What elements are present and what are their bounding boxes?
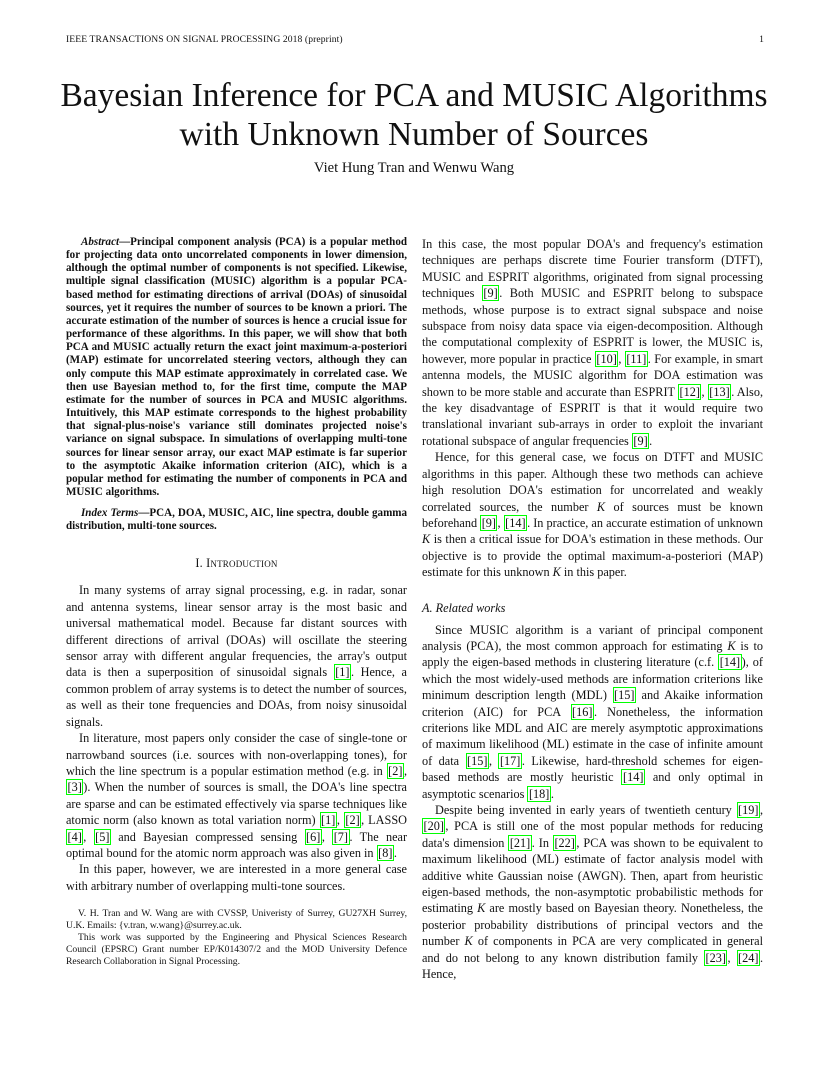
citation-link[interactable]: [18] xyxy=(528,786,550,801)
index-terms-text: —PCA, DOA, MUSIC, AIC, line spectra, double gamma distribution, multi-tone sources. xyxy=(66,507,408,533)
citation-link[interactable]: [11] xyxy=(626,351,647,366)
citation-link[interactable]: [24] xyxy=(738,950,759,965)
text-run: . For example, in smart antenna models, the MUSIC algorithm for DOA estimation was shown to be more stable and accurate than ESPRIT xyxy=(422,351,763,399)
text-run: Since MUSIC algorithm is a variant of principal component analysis (PCA), the most common approach for estimating xyxy=(422,622,763,653)
section-numeral: I. xyxy=(195,556,203,571)
section-title: Introduction xyxy=(206,556,278,571)
citation-link[interactable]: [17] xyxy=(499,753,521,768)
intro-paragraph-2 xyxy=(66,730,407,861)
citation-link[interactable]: [9] xyxy=(481,515,496,530)
index-terms xyxy=(66,507,407,533)
text-run: of components in PCA are very complicated in general and do not belong to any known distribution family xyxy=(422,934,763,965)
citation-link[interactable]: [4] xyxy=(67,829,82,844)
text-run: , xyxy=(336,813,344,828)
text-run: In this case, the most popular DOA's and frequency's estimation techniques are perhaps discrete time Fourier transform (DTFT), MUSIC and ESPRIT algorithms, originated from signal processing techniques xyxy=(422,237,763,301)
citation-link[interactable]: [22] xyxy=(554,835,575,850)
text-run: . xyxy=(393,845,397,860)
text-run: . Both MUSIC and ESPRIT belong to subspace methods, whose purpose is to extract signal subspace and noise subspace from noisy data space via eigen-decomposition. Although the computational complexity of ESPRIT is lower, the MUSIC is, however, more popular in practice xyxy=(422,286,763,366)
text-run: ), of which the most widely-used methods are information criterions like minimum description length (MDL) xyxy=(422,655,763,703)
citation-link[interactable]: [8] xyxy=(378,845,393,860)
citation-link[interactable]: [13] xyxy=(709,384,730,399)
footnote-affiliation: V. H. Tran and W. Wang are with CVSSP, Univeristy of Surrey, GU27XH Surrey, U.K. Emails: {v.tran, w.wang}@surrey.ac.uk. xyxy=(66,908,407,932)
citation-link[interactable]: [1] xyxy=(321,813,336,828)
text-run: Hence, for this general case, we focus on DTFT and MUSIC algorithms in this paper. Although these two methods can achieve high resolution DOA's estimation for uncorrelated and weakly correlated sources, the number xyxy=(422,450,763,514)
section-heading-introduction xyxy=(66,556,407,571)
citation-link[interactable]: [15] xyxy=(614,688,635,703)
right-paragraph-1 xyxy=(422,236,763,449)
text-run: , xyxy=(83,829,94,844)
text-run: . In xyxy=(531,835,553,850)
text-run: of sources must be known beforehand xyxy=(422,499,763,530)
authors: Viet Hung Tran and Wenwu Wang xyxy=(313,160,515,176)
right-paragraph-2 xyxy=(422,449,763,580)
text-run: . xyxy=(550,786,554,801)
citation-link[interactable]: [10] xyxy=(596,351,617,366)
abstract xyxy=(66,236,407,499)
citation-link[interactable]: [5] xyxy=(95,829,110,844)
page-number: 1 xyxy=(759,34,764,45)
text-run: . xyxy=(649,433,653,448)
abstract-text: —Principal component analysis (PCA) is a popular method for projecting data onto uncorrelated components in lower dimension, although the optimal number of components is not specified. Likewise, multiple signal classification (MUSIC) algorithm is a popular PCA-based method for estimating directions of arrival (DOAs) of sinusoidal sources, yet it requires the number of sources to be known a priori. The accurate estimation of the number of sources is hence a crucial issue for performance of these algorithms. In this paper, we will show that both PCA and MUSIC actually return the exact joint maximum-a-posteriori (MAP) estimate for uncorrelated steering vectors, although they can only compute this MAP estimate approximately in correlated case. We then use Bayesian method to, for the first time, compute the MAP estimate for the number of sources in PCA and MUSIC algorithms. Intuitively, this MAP estimate corresponds to the highest probability that signal-plus-noise's variance still dominates projected noise's variance on signal subspace. In simulations of overlapping multi-tone sources for linear sensor array, our exact MAP estimate is far superior to the asymptotic Akaike information criterion (AIC), which is a popular method for estimating the number of components in PCA and MUSIC algorithms. xyxy=(66,236,407,498)
text-run: . Also, the key disadvantage of ESPRIT is that it would require two translational invariant sub-arrays in order to exploit the invariant rotational subspace of angular frequencies xyxy=(422,384,764,448)
text-run: in this paper. xyxy=(560,565,627,580)
index-terms-label: Index Terms xyxy=(81,507,139,520)
text-run: , xyxy=(488,753,499,768)
text-run: and Bayesian compressed sensing xyxy=(110,829,305,844)
text-run: ). When the number of sources is small, the DOA's line spectra are sparse and can be estimated effectively via sparse techniques like atomic norm (also known as total variation norm) xyxy=(66,780,407,828)
intro-paragraph-1 xyxy=(66,582,407,730)
right-paragraph-3 xyxy=(422,622,763,802)
text-run: , xyxy=(618,351,625,366)
text-run: , xyxy=(727,950,737,965)
citation-link[interactable]: [16] xyxy=(572,704,593,719)
math-k: K xyxy=(552,565,561,580)
right-paragraph-4 xyxy=(422,802,763,982)
citation-link[interactable]: [3] xyxy=(67,780,82,795)
citation-link[interactable]: [7] xyxy=(333,829,348,844)
citation-link[interactable]: [14] xyxy=(719,655,741,670)
math-k: K xyxy=(422,532,431,547)
text-run: , PCA was shown to be equivalent to maximum likelihood (ML) estimate of factor analysis model with additive white Gaussian noise (AWGN). Then, apart from heuristic eigen-based methods, the non-asymptotic probabilistic methods for estimating xyxy=(422,835,763,916)
text-run: Despite being invented in early years of twentieth century xyxy=(435,803,737,817)
text-run: , xyxy=(701,384,708,399)
text-run: . In practice, an accurate estimation of unknown xyxy=(527,515,763,530)
subsection-heading-related-works: A. Related works xyxy=(422,600,506,615)
text-run: . Hence, a common problem of array systems is to detect the number of sources, as well as their tone frequencies and DOAs, from noisy sinusoidal signals. xyxy=(66,665,407,729)
citation-link[interactable]: [15] xyxy=(467,753,488,768)
math-k: K xyxy=(477,901,486,916)
title-line-2: with Unknown Number of Sources xyxy=(179,116,649,153)
citation-link[interactable]: [14] xyxy=(505,515,526,530)
text-run: In literature, most papers only consider the case of single-tone or narrowband sources (i.e. sources with non-overlapping tones), for which the line spectrum is a popular estimation method (e.g. in xyxy=(66,731,407,778)
text-run: In many systems of array signal processing, e.g. in radar, sonar and antenna systems, linear sensor array is the most basic and universal mathematical model. Because far distant sources with different directions of arrival (DOAs) will oscillate the steering sensor array with different angular frequencies, the array's output data is then a superposition of sinusoidal signals xyxy=(66,583,407,680)
title-line-1: Bayesian Inference for PCA and MUSIC Algorithms xyxy=(60,77,768,114)
abstract-label: Abstract xyxy=(81,236,120,248)
text-run: , xyxy=(759,803,763,817)
citation-link[interactable]: [19] xyxy=(738,803,759,817)
math-k: K xyxy=(727,638,736,653)
text-run: . Likewise, hard-threshold schemes for eigen-based methods are mostly heuristic xyxy=(422,753,763,785)
text-run: , xyxy=(321,829,333,844)
text-run: . The near optimal bound for the atomic norm approach was also given in xyxy=(66,829,408,860)
intro-paragraph-3: In this paper, however, we are interested in a more general case with arbitrary number of overlapping multi-tone sources. xyxy=(66,862,407,893)
paper-title xyxy=(40,76,788,154)
text-run: . Hence, xyxy=(422,950,763,982)
citation-link[interactable]: [9] xyxy=(483,286,498,301)
citation-link[interactable]: [21] xyxy=(509,835,531,850)
citation-link[interactable]: [2] xyxy=(345,813,360,828)
text-run: are mostly based on Bayesian theory. Nonetheless, the posterior probability distributions of principal vectors and the number xyxy=(422,901,763,949)
text-run: , xyxy=(403,763,407,778)
text-run: , xyxy=(497,515,504,530)
citation-link[interactable]: [23] xyxy=(705,950,726,965)
citation-link[interactable]: [1] xyxy=(335,665,350,680)
text-run: . Nonetheless, the information criterions like MDL and AIC are merely asymptotic approximations of maximum likelihood (ML) estimate in the case of infinite amount of data xyxy=(422,704,764,768)
text-run: , PCA is still one of the most popular methods for reducing data's dimension xyxy=(422,819,763,850)
text-run: is to apply the eigen-based methods in clustering literature (c.f. xyxy=(422,638,763,670)
footnote-funding: This work was supported by the Engineering and Physical Sciences Research Council (EPSRC) Grant number EP/K014307/2 and the MOD University Defence Research Collaboration in Signal Processing. xyxy=(66,931,407,967)
citation-link[interactable]: [6] xyxy=(306,829,321,844)
citation-link[interactable]: [20] xyxy=(423,819,444,834)
citation-link[interactable]: [9] xyxy=(633,433,648,448)
text-run: and Akaike information criterion (AIC) for PCA xyxy=(422,688,763,719)
citation-link[interactable]: [14] xyxy=(622,770,644,785)
arxiv-stamp xyxy=(6,286,58,674)
math-k: K xyxy=(596,499,606,514)
left-column xyxy=(66,236,407,968)
right-column xyxy=(422,236,763,982)
footnotes xyxy=(66,908,407,968)
text-run: and only optimal in asymptotic scenarios xyxy=(422,770,763,801)
journal-header: IEEE TRANSACTIONS ON SIGNAL PROCESSING 2018 (preprint) xyxy=(66,34,343,45)
citation-link[interactable]: [12] xyxy=(679,384,700,399)
text-run: , LASSO xyxy=(361,813,407,828)
math-k: K xyxy=(464,934,473,949)
text-run: is then a critical issue for DOA's estimation in these methods. Our objective is to provide the optimal maximum-a-posteriori (MAP) estimate for this unknown xyxy=(422,532,763,580)
citation-link[interactable]: [2] xyxy=(388,763,403,778)
